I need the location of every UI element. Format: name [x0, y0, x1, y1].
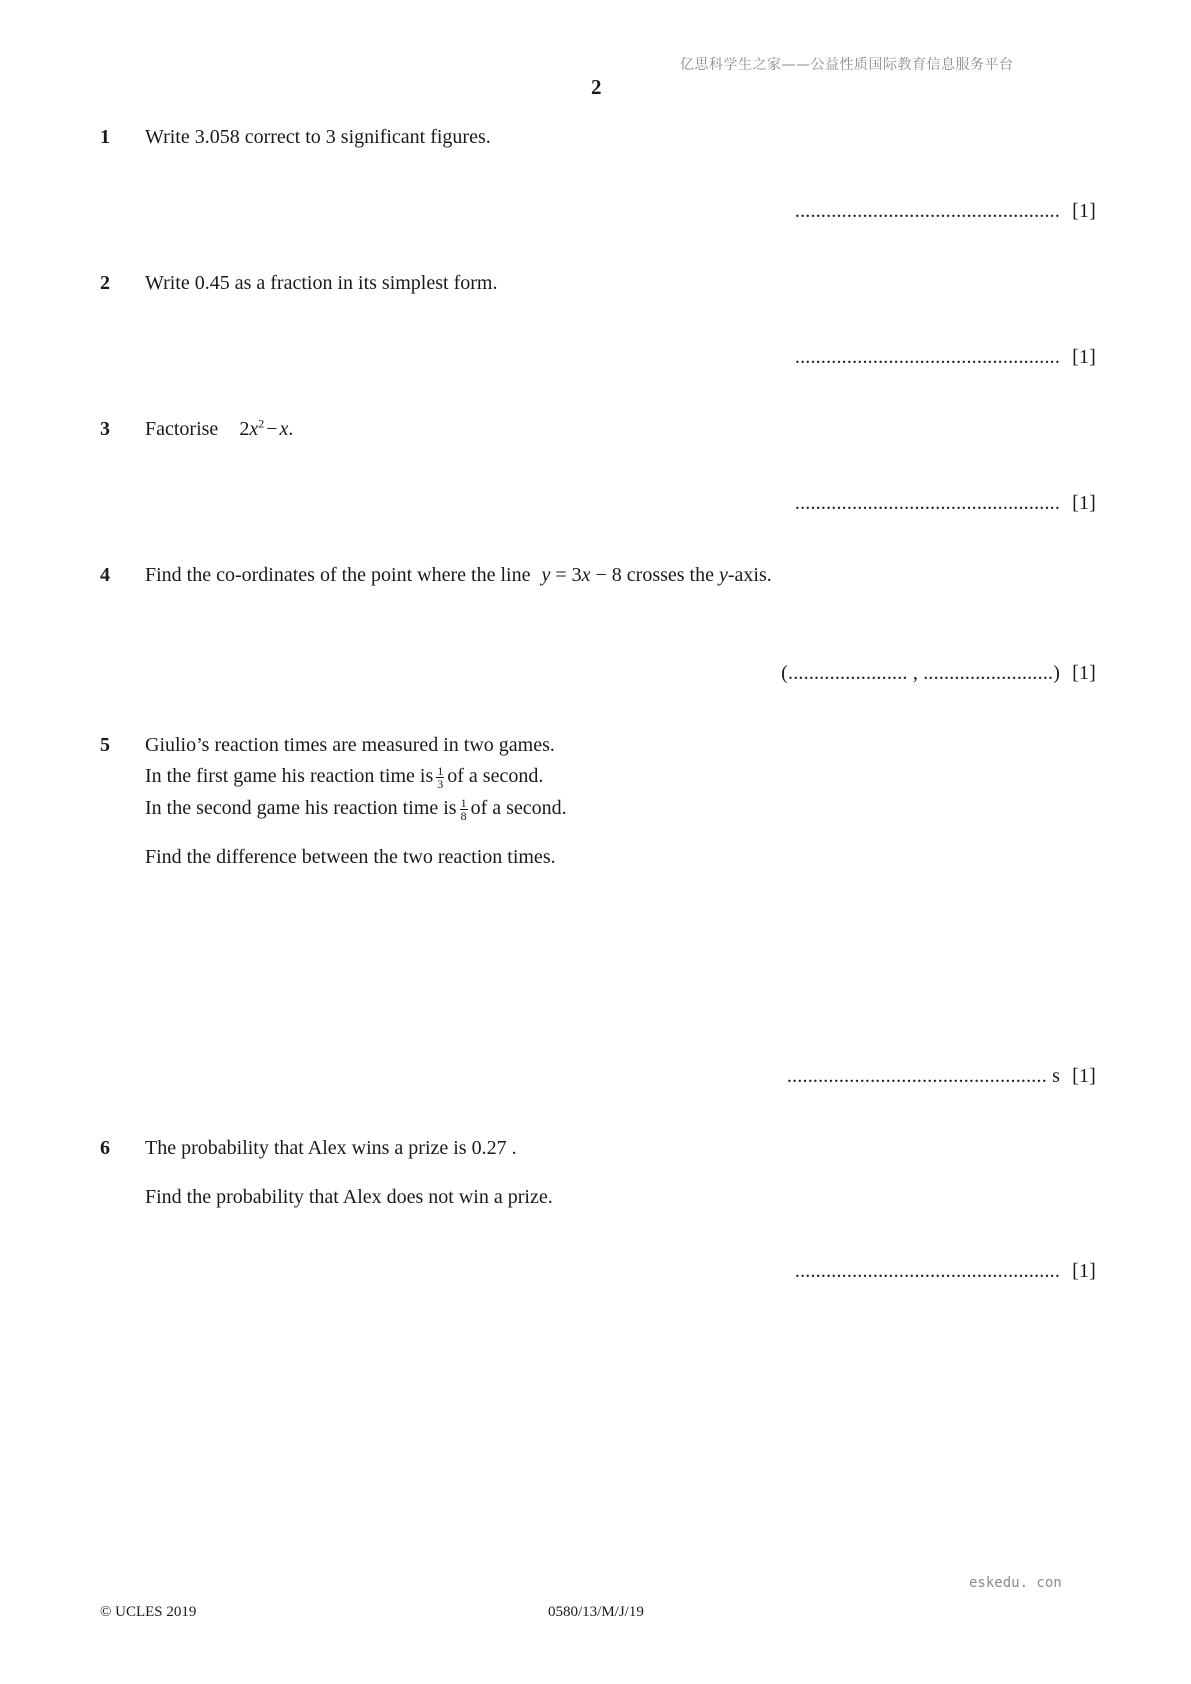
question-4-text: Find the co-ordinates of the point where the line y = 3x − 8 crosses the y-axis.: [145, 564, 772, 586]
question-2-text: Write 0.45 as a fraction in its simplest form.: [145, 272, 498, 294]
question-5-line-1: Giulio’s reaction times are measured in two games.: [145, 734, 555, 756]
factorise-expression: $2x^2 - x$.: [239, 416, 294, 440]
question-6-line-1: The probability that Alex wins a prize is 0.27 .: [145, 1137, 517, 1159]
answer-line[interactable]: ...................................................: [794, 1260, 1061, 1282]
question-1-answer-area[interactable]: [795, 200, 1096, 223]
question-5-line-3: In the second game his reaction time is $\frac{1}{8}$ of a second.: [145, 796, 567, 823]
question-4-answer-area[interactable]: [781, 662, 1096, 685]
question-2-answer-area[interactable]: [795, 346, 1096, 369]
coordinate-answer-line[interactable]: (....................... , .........................): [781, 662, 1061, 684]
question-3-number: 3: [100, 418, 110, 440]
question-3-prefix: Factorise: [145, 418, 219, 440]
question-6-number: 6: [100, 1137, 110, 1159]
header-watermark: 亿思科学生之家——公益性质国际教育信息服务平台: [680, 57, 1014, 73]
question-3-text: [145, 418, 293, 441]
question-4-number: 4: [100, 564, 110, 586]
marks-label: [1]: [1072, 1065, 1096, 1087]
question-5-answer-area[interactable]: [787, 1065, 1096, 1088]
question-6-answer-area[interactable]: [795, 1260, 1096, 1283]
question-6-instruction: Find the probability that Alex does not win a prize.: [145, 1186, 553, 1208]
unit-label: s: [1052, 1065, 1061, 1087]
fraction-one-third: $\frac{1}{3}$: [437, 764, 444, 791]
line-equation: y = 3x − 8: [541, 564, 622, 586]
marks-label: [1]: [1072, 346, 1096, 368]
answer-line[interactable]: ...................................................: [794, 346, 1061, 368]
question-1-number: 1: [100, 126, 110, 148]
question-5-line-2: In the first game his reaction time is $\frac{1}{3}$ of a second.: [145, 764, 544, 791]
question-3-answer-area[interactable]: [795, 492, 1096, 515]
marks-label: [1]: [1072, 1260, 1096, 1282]
question-5-number: 5: [100, 734, 110, 756]
answer-line[interactable]: ...................................................: [794, 492, 1061, 514]
marks-label: [1]: [1072, 662, 1096, 684]
footer-watermark: eskedu. con: [969, 1575, 1062, 1591]
footer-copyright: © UCLES 2019: [100, 1604, 197, 1620]
question-2-number: 2: [100, 272, 110, 294]
question-1-text: Write 3.058 correct to 3 significant figures.: [145, 126, 491, 148]
answer-line[interactable]: ...................................................: [794, 200, 1061, 222]
answer-line[interactable]: ..................................................: [786, 1065, 1047, 1087]
footer-paper-code: 0580/13/M/J/19: [548, 1604, 644, 1620]
question-5-instruction: Find the difference between the two reaction times.: [145, 846, 556, 868]
marks-label: [1]: [1072, 492, 1096, 514]
exponent: 2: [258, 416, 265, 431]
page-number: 2: [591, 75, 602, 99]
fraction-one-eighth: $\frac{1}{8}$: [460, 796, 467, 823]
marks-label: [1]: [1072, 200, 1096, 222]
